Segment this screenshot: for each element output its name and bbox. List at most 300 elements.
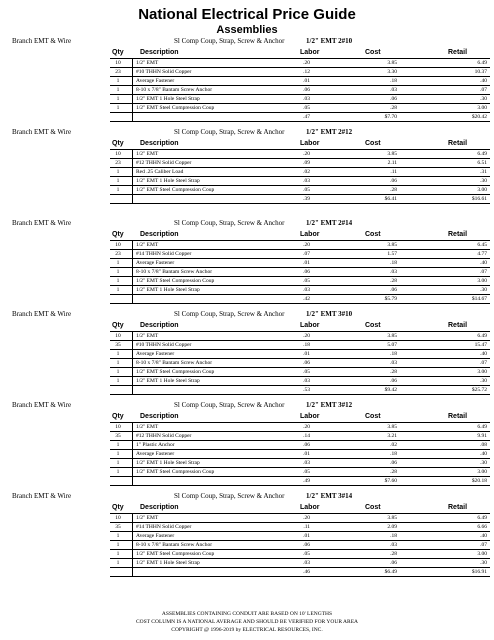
cell-labor: .49 <box>303 478 310 484</box>
cell-qty: 1 <box>116 78 120 84</box>
assembly-header <box>0 36 494 46</box>
assembly-table <box>110 503 490 577</box>
cell-cost: .28 <box>390 369 397 375</box>
cell-retail: .40 <box>480 351 487 357</box>
cell-retail: 6.49 <box>477 424 487 430</box>
cell-cost: 2.09 <box>387 524 397 530</box>
cell-retail: 3.00 <box>477 551 487 557</box>
table-row <box>110 449 490 458</box>
cell-qty: 1 <box>116 269 120 275</box>
cell-qty: 1 <box>116 351 120 357</box>
total-row <box>110 567 490 577</box>
column-header-row <box>110 230 490 240</box>
table-row <box>110 267 490 276</box>
column-header-row <box>110 503 490 513</box>
cell-retail: $25.72 <box>471 387 487 393</box>
cell-qty: 1 <box>116 260 120 266</box>
cell-cost: $5.79 <box>384 296 397 302</box>
cell-description: #14 THHN Solid Copper <box>132 523 276 531</box>
cell-cost: 3.85 <box>387 60 397 66</box>
table-row <box>110 58 490 67</box>
cell-description: Average Fastener <box>132 450 276 458</box>
table-body <box>110 331 490 395</box>
cell-qty: 35 <box>115 433 121 439</box>
cell-cost: .28 <box>390 278 397 284</box>
cell-description: 1/2" EMT 1 Hole Steel Strap <box>132 559 276 567</box>
column-header-retail: Retail <box>448 504 468 511</box>
cell-retail: $14.67 <box>471 296 487 302</box>
cell-description: 1/2" EMT <box>132 241 276 249</box>
table-row <box>110 513 490 522</box>
cell-qty: 1 <box>116 551 120 557</box>
cell-retail: $20.18 <box>471 478 487 484</box>
cell-labor: .09 <box>303 160 310 166</box>
cell-labor: .20 <box>303 151 310 157</box>
cell-labor: .03 <box>303 96 310 102</box>
cell-labor: .05 <box>303 369 310 375</box>
cell-labor: .06 <box>303 442 310 448</box>
cell-description: Red .25 Caliber Load <box>132 168 276 176</box>
assembly-description: Sl Comp Coup, Strap, Screw & Anchor <box>174 401 285 409</box>
cell-labor: .05 <box>303 469 310 475</box>
column-header-description: Description <box>140 413 179 420</box>
assembly-section <box>0 491 494 582</box>
cell-qty: 1 <box>116 96 120 102</box>
cell-cost: .02 <box>390 442 397 448</box>
cell-cost: $6.41 <box>384 196 397 202</box>
assembly-size: 1/2" EMT 2#14 <box>306 219 353 227</box>
column-header-row <box>110 139 490 149</box>
column-header-retail: Retail <box>448 140 468 147</box>
cell-retail: .08 <box>480 442 487 448</box>
cell-labor: .20 <box>303 424 310 430</box>
column-header-qty: Qty <box>112 49 124 56</box>
column-header-cost: Cost <box>365 49 381 56</box>
cell-labor: .06 <box>303 360 310 366</box>
column-header-retail: Retail <box>448 231 468 238</box>
assembly-category: Branch EMT & Wire <box>12 401 72 409</box>
cell-labor: .03 <box>303 378 310 384</box>
cell-cost: .28 <box>390 551 397 557</box>
assembly-description: Sl Comp Coup, Strap, Screw & Anchor <box>174 492 285 500</box>
cell-cost: 1.57 <box>387 251 397 257</box>
column-header-qty: Qty <box>112 231 124 238</box>
table-row <box>110 522 490 531</box>
cell-qty: 10 <box>115 424 121 430</box>
table-row <box>110 467 490 476</box>
cell-labor: .39 <box>303 196 310 202</box>
table-row <box>110 422 490 431</box>
cell-retail: .40 <box>480 451 487 457</box>
cell-description: 8-10 x 7/8" Bantam Screw Anchor <box>132 541 276 549</box>
cell-retail: .30 <box>480 178 487 184</box>
assembly-header <box>0 309 494 319</box>
cell-description <box>132 195 276 203</box>
cell-qty: 1 <box>116 542 120 548</box>
total-row <box>110 194 490 204</box>
cell-cost: .03 <box>390 542 397 548</box>
cell-description: Average Fastener <box>132 259 276 267</box>
cell-description: #14 THHN Solid Copper <box>132 250 276 258</box>
cell-labor: .14 <box>303 433 310 439</box>
cell-retail: 6.49 <box>477 60 487 66</box>
cell-retail: 6.66 <box>477 524 487 530</box>
cell-qty: 1 <box>116 560 120 566</box>
cell-description: Average Fastener <box>132 77 276 85</box>
table-body <box>110 422 490 486</box>
cell-cost: 3.85 <box>387 333 397 339</box>
assembly-table <box>110 412 490 486</box>
cell-retail: 4.77 <box>477 251 487 257</box>
table-row <box>110 285 490 294</box>
cell-cost: .06 <box>390 378 397 384</box>
column-header-description: Description <box>140 322 179 329</box>
column-header-cost: Cost <box>365 231 381 238</box>
assembly-size: 1/2" EMT 2#10 <box>306 37 353 45</box>
cell-cost: 3.21 <box>387 433 397 439</box>
cell-retail: .07 <box>480 360 487 366</box>
cell-cost: 3.85 <box>387 424 397 430</box>
column-header-row <box>110 412 490 422</box>
cell-description: 8-10 x 7/8" Bantam Screw Anchor <box>132 359 276 367</box>
cell-description: 1/2" EMT 1 Hole Steel Strap <box>132 95 276 103</box>
cell-description: 1/2" EMT <box>132 332 276 340</box>
table-row <box>110 376 490 385</box>
cell-cost: .03 <box>390 360 397 366</box>
cell-cost: .03 <box>390 87 397 93</box>
cell-qty: 35 <box>115 342 121 348</box>
cell-labor: .11 <box>303 524 310 530</box>
table-row <box>110 258 490 267</box>
cell-retail: 6.49 <box>477 151 487 157</box>
cell-cost: .06 <box>390 178 397 184</box>
table-row <box>110 558 490 567</box>
assembly-size: 1/2" EMT 3#14 <box>306 492 353 500</box>
cell-retail: .30 <box>480 378 487 384</box>
column-header-retail: Retail <box>448 49 468 56</box>
table-row <box>110 249 490 258</box>
assembly-category: Branch EMT & Wire <box>12 492 72 500</box>
cell-retail: 6.45 <box>477 242 487 248</box>
column-header-qty: Qty <box>112 413 124 420</box>
cell-labor: .01 <box>303 260 310 266</box>
cell-qty: 23 <box>115 69 121 75</box>
cell-cost: $7.70 <box>384 114 397 120</box>
table-row <box>110 76 490 85</box>
assembly-category: Branch EMT & Wire <box>12 128 72 136</box>
cell-cost: 5.07 <box>387 342 397 348</box>
cell-description: #10 THHN Solid Copper <box>132 68 276 76</box>
table-row <box>110 440 490 449</box>
column-header-labor: Labor <box>300 231 320 238</box>
footer-copyright: COPYRIGHT @ 1996-2019 by ELECTRICAL RESOURCES, INC. <box>171 627 323 633</box>
cell-qty: 1 <box>116 360 120 366</box>
assembly-size: 1/2" EMT 3#12 <box>306 401 353 409</box>
table-body <box>110 149 490 204</box>
cell-qty: 1 <box>116 451 120 457</box>
cell-description: 1/2" EMT <box>132 423 276 431</box>
assembly-section <box>0 400 494 491</box>
table-row <box>110 358 490 367</box>
assembly-section <box>0 127 494 218</box>
cell-qty: 10 <box>115 333 121 339</box>
cell-description: 1/2" EMT Steel Compression Coup <box>132 186 276 194</box>
cell-labor: .02 <box>303 169 310 175</box>
column-header-labor: Labor <box>300 140 320 147</box>
cell-qty <box>110 386 126 394</box>
cell-retail: 10.37 <box>474 69 487 75</box>
cell-labor: .20 <box>303 242 310 248</box>
cell-labor: .05 <box>303 278 310 284</box>
total-row <box>110 476 490 486</box>
cell-retail: 9.91 <box>477 433 487 439</box>
cell-description: Average Fastener <box>132 350 276 358</box>
cell-description <box>132 386 276 394</box>
table-row <box>110 67 490 76</box>
cell-labor: .05 <box>303 551 310 557</box>
table-row <box>110 367 490 376</box>
assembly-sections <box>0 36 494 582</box>
cell-qty: 1 <box>116 178 120 184</box>
column-header-cost: Cost <box>365 140 381 147</box>
cell-description: 1/2" EMT 1 Hole Steel Strap <box>132 459 276 467</box>
table-row <box>110 276 490 285</box>
cell-cost: .18 <box>390 533 397 539</box>
total-row <box>110 294 490 304</box>
cell-retail: 6.51 <box>477 160 487 166</box>
table-row <box>110 158 490 167</box>
cell-qty: 1 <box>116 533 120 539</box>
cell-description <box>132 295 276 303</box>
cell-labor: .20 <box>303 515 310 521</box>
cell-qty: 1 <box>116 460 120 466</box>
cell-retail: $16.91 <box>471 569 487 575</box>
assembly-category: Branch EMT & Wire <box>12 37 72 45</box>
cell-labor: .12 <box>303 69 310 75</box>
cell-labor: .01 <box>303 351 310 357</box>
table-row <box>110 540 490 549</box>
cell-cost: .06 <box>390 460 397 466</box>
cell-cost: .18 <box>390 451 397 457</box>
cell-retail: $20.42 <box>471 114 487 120</box>
table-row <box>110 185 490 194</box>
cell-cost: .18 <box>390 78 397 84</box>
cell-labor: .03 <box>303 460 310 466</box>
assembly-table <box>110 230 490 304</box>
column-header-cost: Cost <box>365 504 381 511</box>
column-header-qty: Qty <box>112 140 124 147</box>
cell-qty: 1 <box>116 187 120 193</box>
cell-retail: .30 <box>480 560 487 566</box>
page-subtitle: Assemblies <box>216 24 278 36</box>
footer-note-lengths: ASSEMBLIES CONTAINING CONDUIT ARE BASED ON 10' LENGTHS <box>161 611 333 617</box>
cell-qty: 1 <box>116 87 120 93</box>
cell-qty <box>110 568 126 576</box>
cell-description: 1/2" EMT Steel Compression Coup <box>132 368 276 376</box>
cell-qty <box>110 113 126 121</box>
cell-labor: .06 <box>303 269 310 275</box>
cell-labor: .01 <box>303 451 310 457</box>
table-row <box>110 331 490 340</box>
table-row <box>110 458 490 467</box>
cell-cost: .28 <box>390 187 397 193</box>
cell-cost: $9.42 <box>384 387 397 393</box>
cell-qty <box>110 195 126 203</box>
cell-labor: .46 <box>303 569 310 575</box>
page-footer <box>0 610 494 634</box>
table-row <box>110 531 490 540</box>
cell-qty: 1 <box>116 105 120 111</box>
cell-labor: .20 <box>303 60 310 66</box>
cell-qty: 23 <box>115 160 121 166</box>
cell-qty: 10 <box>115 60 121 66</box>
cell-labor: .03 <box>303 287 310 293</box>
cell-description: #12 THHN Solid Copper <box>132 432 276 440</box>
assembly-header <box>0 491 494 501</box>
cell-qty: 1 <box>116 287 120 293</box>
column-header-labor: Labor <box>300 413 320 420</box>
cell-qty: 10 <box>115 515 121 521</box>
assembly-table <box>110 139 490 204</box>
page-title: National Electrical Price Guide <box>138 6 356 23</box>
cell-retail: .40 <box>480 533 487 539</box>
cell-description: 1/2" EMT 1 Hole Steel Strap <box>132 286 276 294</box>
assembly-header <box>0 127 494 137</box>
column-header-description: Description <box>140 49 179 56</box>
cell-qty: 35 <box>115 524 121 530</box>
cell-retail: $16.61 <box>471 196 487 202</box>
column-header-cost: Cost <box>365 322 381 329</box>
cell-labor: .06 <box>303 87 310 93</box>
cell-cost: .03 <box>390 269 397 275</box>
assembly-header <box>0 218 494 228</box>
cell-qty: 10 <box>115 242 121 248</box>
cell-cost: .28 <box>390 469 397 475</box>
assembly-category: Branch EMT & Wire <box>12 310 72 318</box>
cell-description: 1/2" EMT <box>132 514 276 522</box>
cell-labor: .01 <box>303 533 310 539</box>
cell-description: 1/2" EMT Steel Compression Coup <box>132 277 276 285</box>
cell-labor: .05 <box>303 105 310 111</box>
cell-retail: .30 <box>480 96 487 102</box>
cell-labor: .53 <box>303 387 310 393</box>
cell-retail: .07 <box>480 542 487 548</box>
cell-retail: .30 <box>480 287 487 293</box>
cell-description: #10 THHN Solid Copper <box>132 341 276 349</box>
footer-note-cost: COST COLUMN IS A NATIONAL AVERAGE AND SHOULD BE VERIFIED FOR YOUR AREA <box>135 619 359 625</box>
cell-retail: 6.49 <box>477 515 487 521</box>
column-header-description: Description <box>140 231 179 238</box>
cell-qty <box>110 477 126 485</box>
cell-retail: .30 <box>480 460 487 466</box>
cell-labor: .18 <box>303 342 310 348</box>
cell-retail: 3.00 <box>477 469 487 475</box>
cell-description: 1/2" EMT 1 Hole Steel Strap <box>132 377 276 385</box>
cell-labor: .06 <box>303 542 310 548</box>
column-header-qty: Qty <box>112 322 124 329</box>
table-row <box>110 94 490 103</box>
cell-retail: 6.49 <box>477 333 487 339</box>
table-row <box>110 431 490 440</box>
assembly-section <box>0 36 494 127</box>
cell-qty: 23 <box>115 251 121 257</box>
table-row <box>110 240 490 249</box>
cell-description: 1/2" EMT <box>132 59 276 67</box>
column-header-retail: Retail <box>448 413 468 420</box>
cell-cost: 3.85 <box>387 242 397 248</box>
assembly-section <box>0 309 494 400</box>
cell-description: Average Fastener <box>132 532 276 540</box>
assembly-description: Sl Comp Coup, Strap, Screw & Anchor <box>174 37 285 45</box>
cell-labor: .01 <box>303 78 310 84</box>
cell-qty: 1 <box>116 278 120 284</box>
cell-retail: 15.47 <box>474 342 487 348</box>
assembly-table <box>110 321 490 395</box>
table-row <box>110 167 490 176</box>
cell-labor: .03 <box>303 560 310 566</box>
cell-retail: .07 <box>480 87 487 93</box>
cell-retail: .40 <box>480 78 487 84</box>
cell-labor: .20 <box>303 333 310 339</box>
table-body <box>110 240 490 304</box>
cell-qty: 1 <box>116 469 120 475</box>
column-header-retail: Retail <box>448 322 468 329</box>
table-row <box>110 549 490 558</box>
cell-qty <box>110 295 126 303</box>
table-row <box>110 149 490 158</box>
cell-labor: .07 <box>303 251 310 257</box>
cell-retail: .31 <box>480 169 487 175</box>
column-header-description: Description <box>140 504 179 511</box>
cell-labor: .47 <box>303 114 310 120</box>
cell-retail: 3.00 <box>477 187 487 193</box>
cell-description <box>132 477 276 485</box>
cell-retail: .07 <box>480 269 487 275</box>
cell-qty: 1 <box>116 169 120 175</box>
column-header-labor: Labor <box>300 322 320 329</box>
assembly-header <box>0 400 494 410</box>
cell-description: 1/2" EMT <box>132 150 276 158</box>
column-header-description: Description <box>140 140 179 147</box>
cell-description: 1" Plastic Anchor <box>132 441 276 449</box>
cell-description: 1/2" EMT 1 Hole Steel Strap <box>132 177 276 185</box>
cell-description: 8-10 x 7/8" Bantam Screw Anchor <box>132 268 276 276</box>
cell-retail: 3.00 <box>477 369 487 375</box>
cell-cost: .06 <box>390 96 397 102</box>
cell-cost: 3.85 <box>387 515 397 521</box>
table-row <box>110 349 490 358</box>
cell-description <box>132 568 276 576</box>
cell-qty: 1 <box>116 378 120 384</box>
assembly-description: Sl Comp Coup, Strap, Screw & Anchor <box>174 219 285 227</box>
table-body <box>110 513 490 577</box>
column-header-row <box>110 321 490 331</box>
assembly-section <box>0 218 494 309</box>
column-header-row <box>110 48 490 58</box>
cell-cost: .18 <box>390 260 397 266</box>
column-header-cost: Cost <box>365 413 381 420</box>
assembly-description: Sl Comp Coup, Strap, Screw & Anchor <box>174 128 285 136</box>
assembly-category: Branch EMT & Wire <box>12 219 72 227</box>
cell-retail: .40 <box>480 260 487 266</box>
cell-description: 1/2" EMT Steel Compression Coup <box>132 104 276 112</box>
cell-description <box>132 113 276 121</box>
cell-cost: .06 <box>390 287 397 293</box>
assembly-size: 1/2" EMT 3#10 <box>306 310 353 318</box>
cell-labor: .05 <box>303 187 310 193</box>
total-row <box>110 385 490 395</box>
cell-cost: 3.30 <box>387 69 397 75</box>
